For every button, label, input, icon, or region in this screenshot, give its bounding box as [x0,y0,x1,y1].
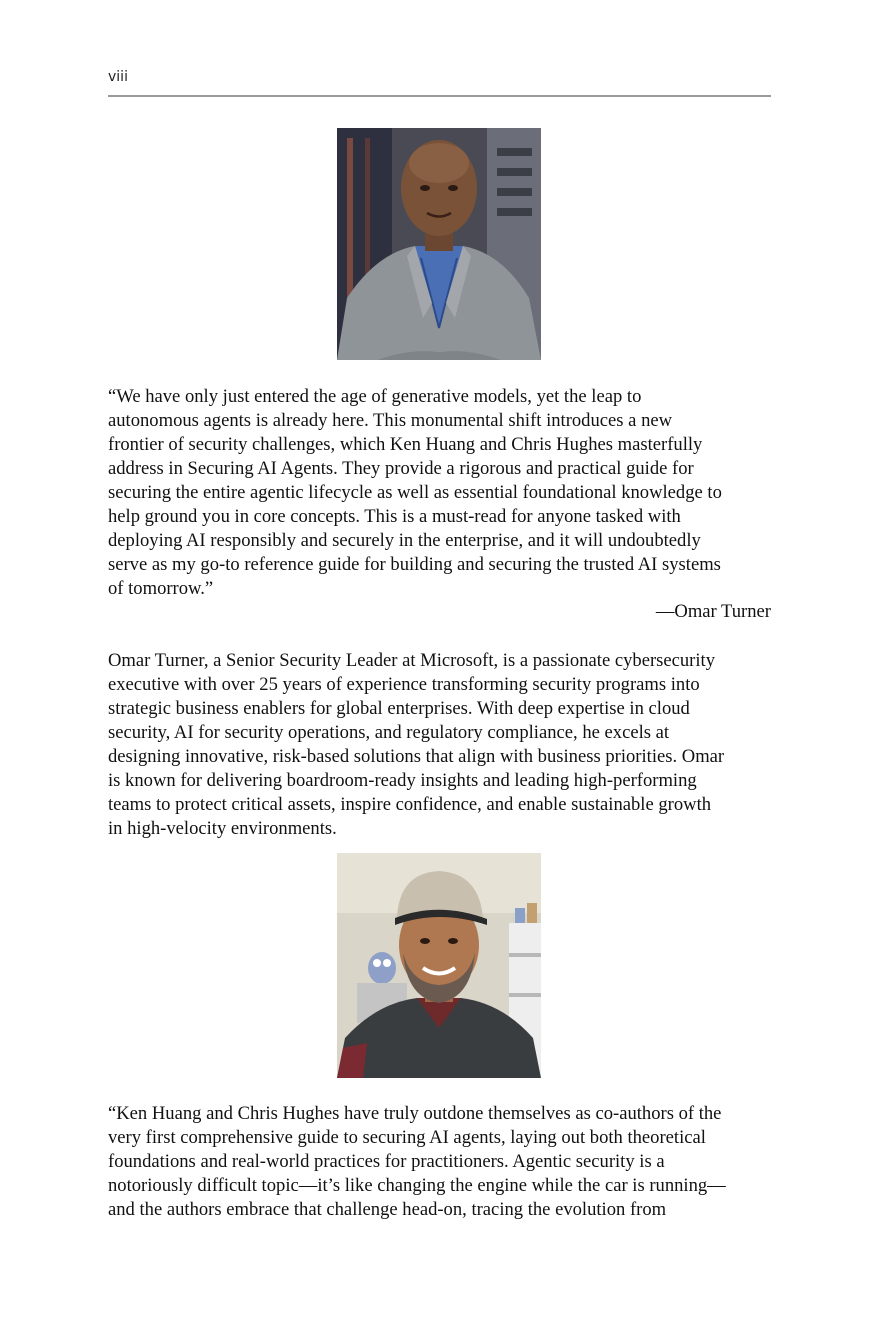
bio-line: is known for delivering boardroom-ready insights and leading high-performing [108,770,697,791]
quote-line: autonomous agents is already here. This monumental shift introduces a new [108,410,673,431]
quote-line: very first comprehensive guide to securing AI agents, laying out both theoretical [108,1127,706,1148]
endorsement-quote-2 [108,1102,772,1222]
bio-line: executive with over 25 years of experience transforming security programs into [108,674,700,695]
quote-line: foundations and real-world practices for practitioners. Agentic security is a [108,1151,665,1172]
quote-line: “We have only just entered the age of generative models, yet the leap to [108,386,642,407]
quote-line: notoriously difficult topic—it’s like changing the engine while the car is running— [108,1175,726,1196]
bio-line: Omar Turner, a Senior Security Leader at Microsoft, is a passionate cybersecurity [108,650,715,671]
page-number: viii [108,69,128,85]
bio-line: teams to protect critical assets, inspire confidence, and enable sustainable growth [108,794,712,815]
quote-line: deploying AI responsibly and securely in the enterprise, and it will undoubtedly [108,530,701,551]
endorser-bio [108,649,772,841]
bio-line: strategic business enablers for global enterprises. With deep expertise in cloud [108,698,690,719]
portrait-illustration-1 [337,128,541,360]
bio-line: designing innovative, risk-based solutions that align with business priorities. Omar [108,746,725,767]
quote-line: and the authors embrace that challenge head-on, tracing the evolution from [108,1199,667,1220]
endorser-photo-2 [337,853,541,1078]
quote-line: securing the entire agentic lifecycle as well as essential foundational knowledge to [108,482,722,503]
portrait-illustration-2 [337,853,541,1078]
quote-line: serve as my go-to reference guide for building and securing the trusted AI systems [108,554,721,575]
quote-line: “Ken Huang and Chris Hughes have truly outdone themselves as co-authors of the [108,1103,722,1124]
endorsement-quote-1 [108,385,772,601]
bio-line: in high-velocity environments. [108,818,337,839]
quote-line: address in Securing AI Agents. They provide a rigorous and practical guide for [108,458,694,479]
quote-line: help ground you in core concepts. This is a must-read for anyone tasked with [108,506,681,527]
bio-line: security, AI for security operations, and regulatory compliance, he excels at [108,722,670,743]
header-rule [108,95,771,97]
quote-line: of tomorrow.” [108,578,214,599]
quote-attribution: —Omar Turner [655,601,771,622]
quote-line: frontier of security challenges, which Ken Huang and Chris Hughes masterfully [108,434,703,455]
endorser-photo-omar-turner [337,128,541,360]
